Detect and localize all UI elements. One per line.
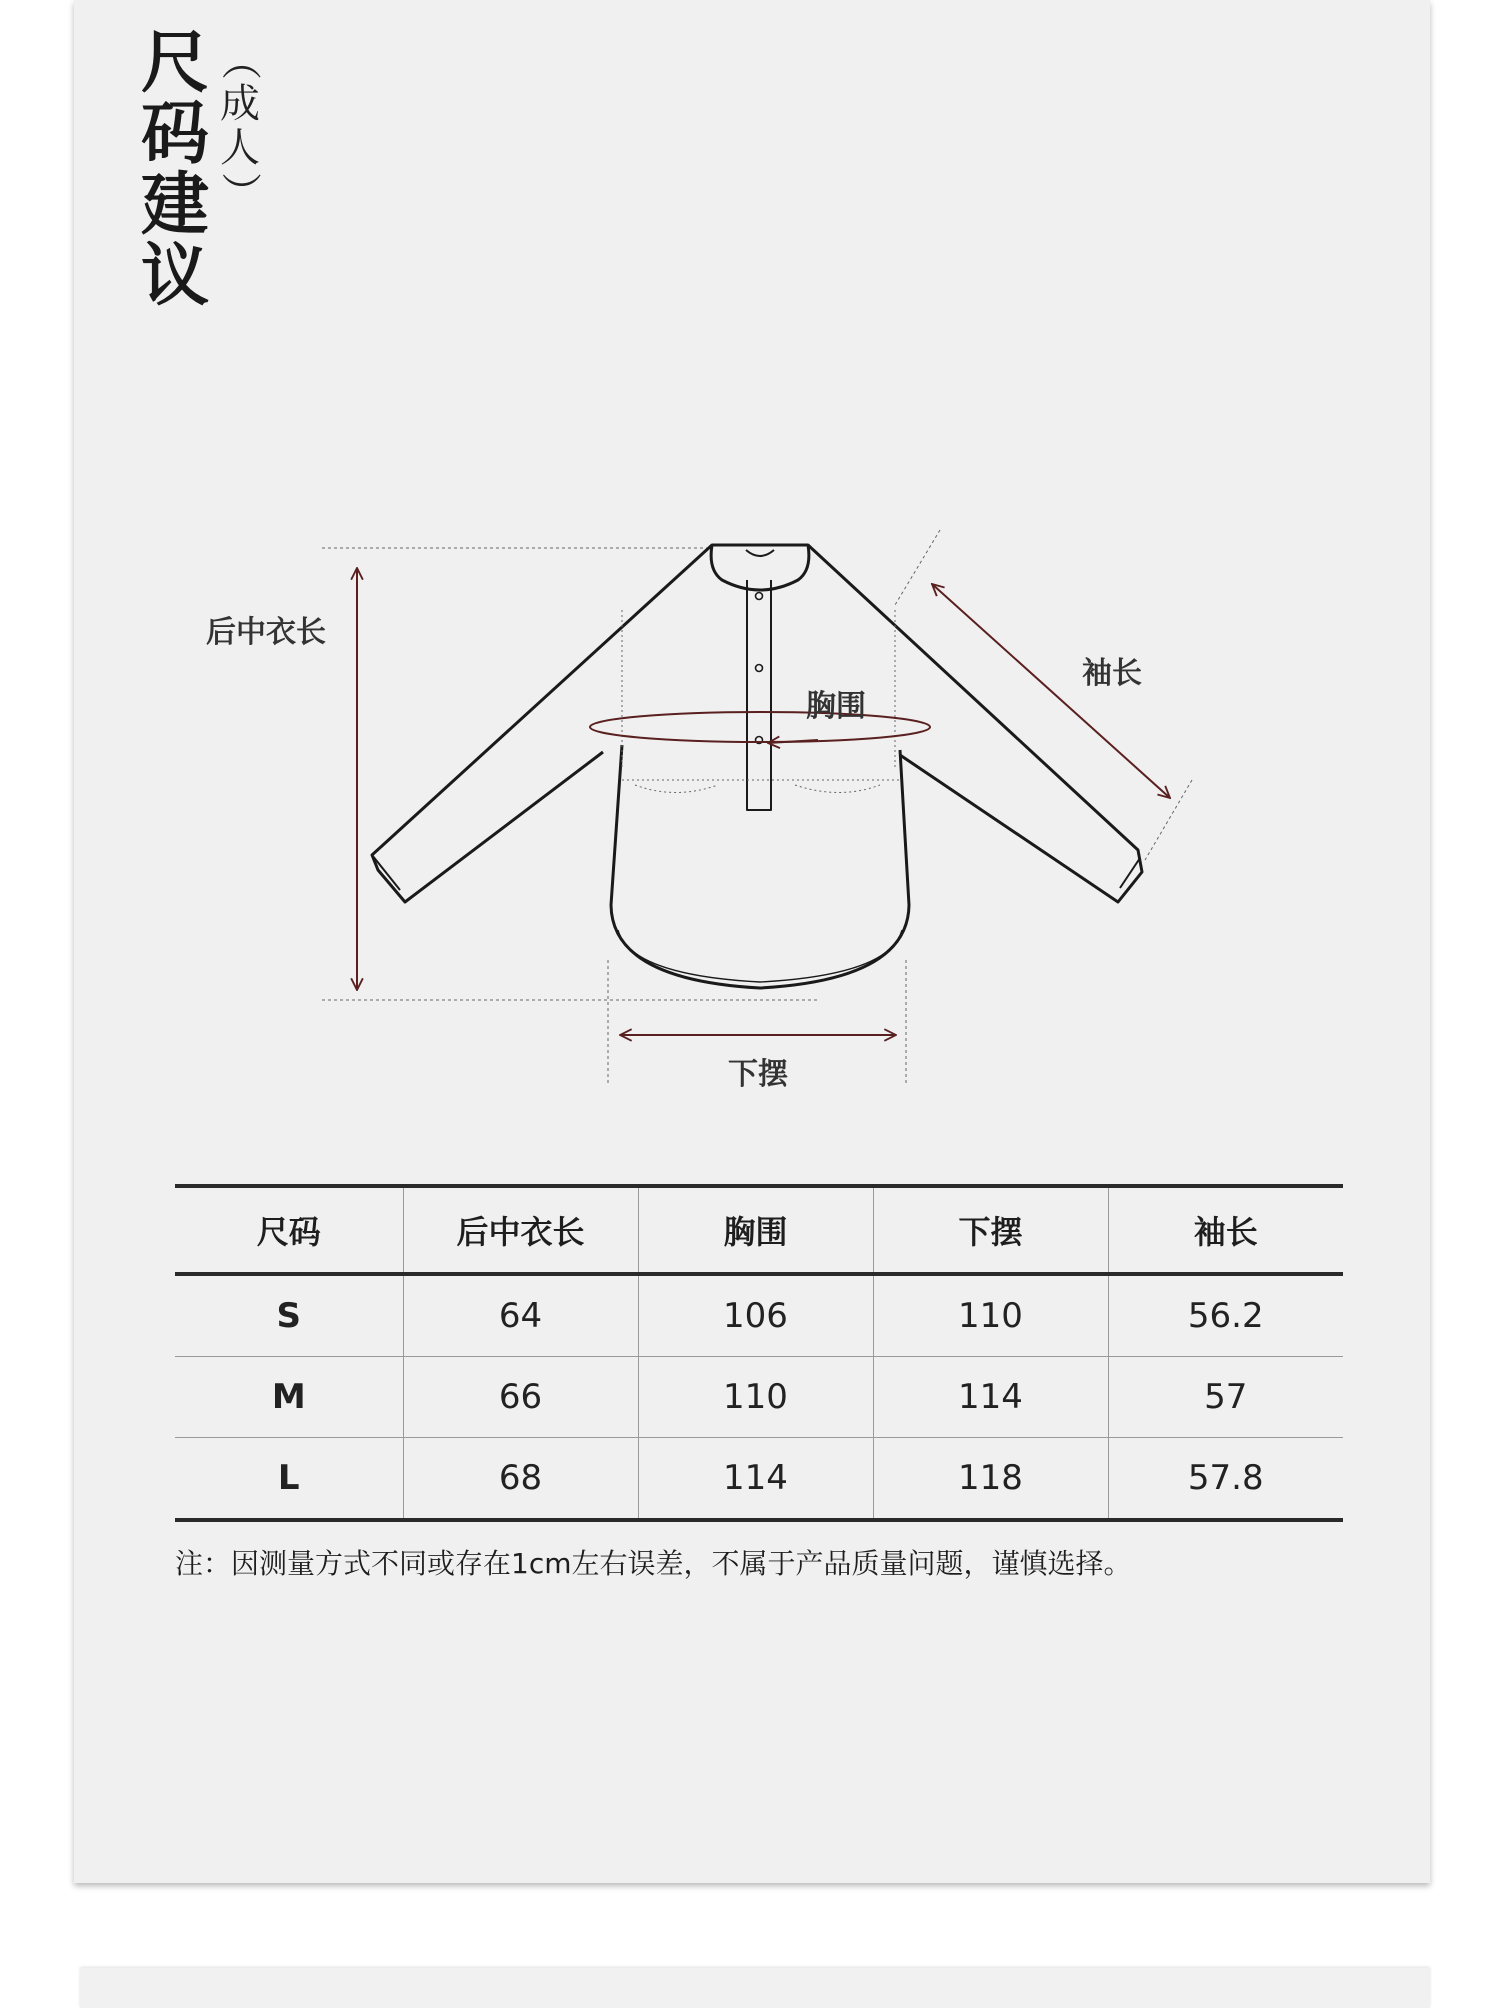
table-row: [175, 1357, 1343, 1438]
table-header-row: [175, 1186, 1343, 1274]
size-table: [175, 1184, 1343, 1522]
shirt-drawing: [372, 545, 1142, 988]
guide-lines: [322, 530, 1192, 1085]
table-cell: 56.2: [1108, 1274, 1343, 1357]
label-back-length: 后中衣长: [206, 615, 326, 650]
next-card: [80, 1968, 1430, 2008]
subtitle-char: 人: [220, 125, 260, 171]
subtitle-paren-close: ）: [217, 172, 263, 212]
disclaimer-note: 注：因测量方式不同或存在1cm左右误差，不属于产品质量问题，谨慎选择。: [175, 1547, 1132, 1580]
col-header-chest: 胸围: [638, 1186, 873, 1274]
table-row: [175, 1274, 1343, 1357]
label-hem: 下摆: [728, 1057, 788, 1092]
col-header-back-length: 后中衣长: [403, 1186, 638, 1274]
table-cell: 64: [403, 1274, 638, 1357]
label-sleeve: 袖长: [1082, 656, 1142, 691]
table-cell: 57.8: [1108, 1438, 1343, 1521]
table-cell: 114: [638, 1438, 873, 1521]
table-cell: 66: [403, 1357, 638, 1438]
title-char: 议: [140, 237, 209, 316]
subtitle-char: 成: [220, 81, 260, 127]
table-cell: 114: [873, 1357, 1108, 1438]
table-cell: 118: [873, 1438, 1108, 1521]
table-cell: 110: [873, 1274, 1108, 1357]
title-char: 建: [140, 166, 209, 245]
table-cell: 57: [1108, 1357, 1343, 1438]
table-cell: 106: [638, 1274, 873, 1357]
col-header-size: 尺码: [175, 1186, 403, 1274]
chest-measure-ring: [590, 712, 930, 742]
col-header-sleeve: 袖长: [1108, 1186, 1343, 1274]
table-row: [175, 1438, 1343, 1521]
size-cell: L: [175, 1438, 403, 1521]
title-char: 尺: [140, 24, 209, 103]
label-chest: 胸围: [806, 689, 866, 724]
table-cell: 110: [638, 1357, 873, 1438]
col-header-hem: 下摆: [873, 1186, 1108, 1274]
size-cell: S: [276, 1296, 301, 1336]
subtitle-paren-open: （: [217, 40, 263, 80]
title-char: 码: [140, 95, 209, 174]
size-cell: M: [175, 1357, 403, 1438]
table-cell: 68: [403, 1438, 638, 1521]
